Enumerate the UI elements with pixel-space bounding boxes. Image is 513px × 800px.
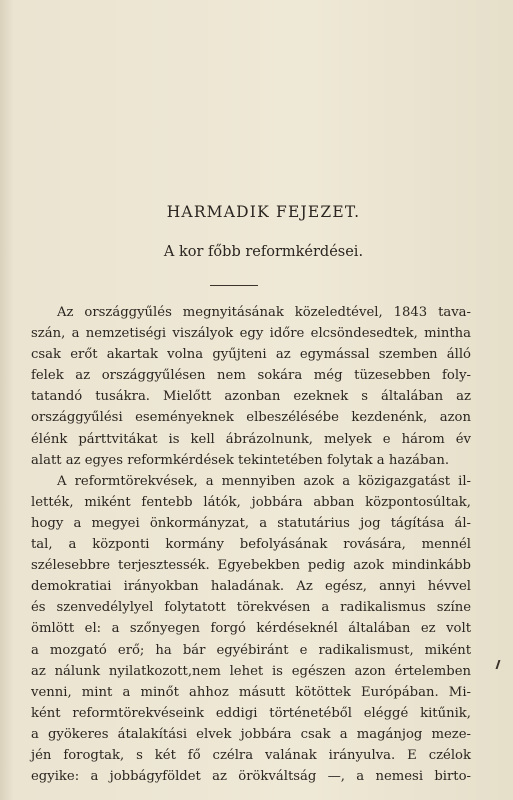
margin-pencil-mark [496, 660, 504, 669]
chapter-subtitle: A kor főbb reformkérdései. [163, 244, 364, 260]
text-line: lették, miként fentebb látók, jobbára abban központosúltak, [31, 494, 471, 510]
text-line: és szenvedélylyel folytatott törekvésen a radikalismus színe [31, 600, 471, 616]
text-line: a gyökeres átalakítási elvek jobbára csak a magánjog meze- [31, 726, 471, 742]
text-line: tatandó tusákra. Mielőtt azonban ezeknek s általában az [31, 389, 471, 405]
text-line: az nálunk nyilatkozott,nem lehet is egészen azon értelemben [31, 663, 471, 679]
text-line: ként reformtörekvéseink eddigi történetéből eléggé kitűnik, [31, 705, 471, 721]
text-line: venni, mint a minőt ahhoz másutt kötöttek Európában. Mi- [31, 684, 471, 700]
bleed-through-text [70, 58, 490, 68]
text-line: csak erőt akartak volna gyűjteni az egymással szemben álló [31, 347, 471, 363]
text-line: felek az országgyűlésen nem sokára még tüzesebben foly- [31, 368, 471, 384]
text-line: egyike: a jobbágyföldet az örökváltság —, a nemesi birto- [31, 769, 471, 785]
text-line: A reformtörekvések, a mennyiben azok a közigazgatást il- [57, 473, 471, 489]
text-line: a mozgató erő; ha bár egyébiránt e radikalismust, miként [31, 642, 471, 658]
text-line: szán, a nemzetiségi viszályok egy időre elcsöndesedtek, mintha [31, 326, 471, 342]
body-text [31, 302, 471, 787]
text-line: hogy a megyei önkormányzat, a statutárius jog tágítása ál- [31, 515, 471, 531]
text-line: országgyűlési eseményeknek elbeszélésébe kezdenénk, azon [31, 410, 471, 426]
text-line: Az országgyűlés megnyitásának közeledtével, 1843 tava- [57, 305, 471, 320]
text-line: demokratiai irányokban haladának. Az egész, annyi hévvel [31, 579, 471, 595]
text-line: élénk párttvitákat is kell ábrázolnunk, melyek e három év [31, 431, 471, 447]
chapter-title: HARMADIK FEJEZET. [166, 203, 361, 221]
title-divider [210, 285, 258, 286]
text-line: jén forogtak, s két fő czélra valának irányulva. E czélok [31, 747, 471, 763]
text-line: szélesebbre terjesztessék. Egyebekben pedig azok mindinkább [31, 558, 471, 574]
text-line: ömlött el: a szőnyegen forgó kérdéseknél általában ez volt [31, 621, 471, 637]
text-line: tal, a központi kormány befolyásának rovására, mennél [31, 537, 471, 553]
text-line: alatt az egyes reformkérdések tekintetében folytak a hazában. [31, 452, 450, 468]
